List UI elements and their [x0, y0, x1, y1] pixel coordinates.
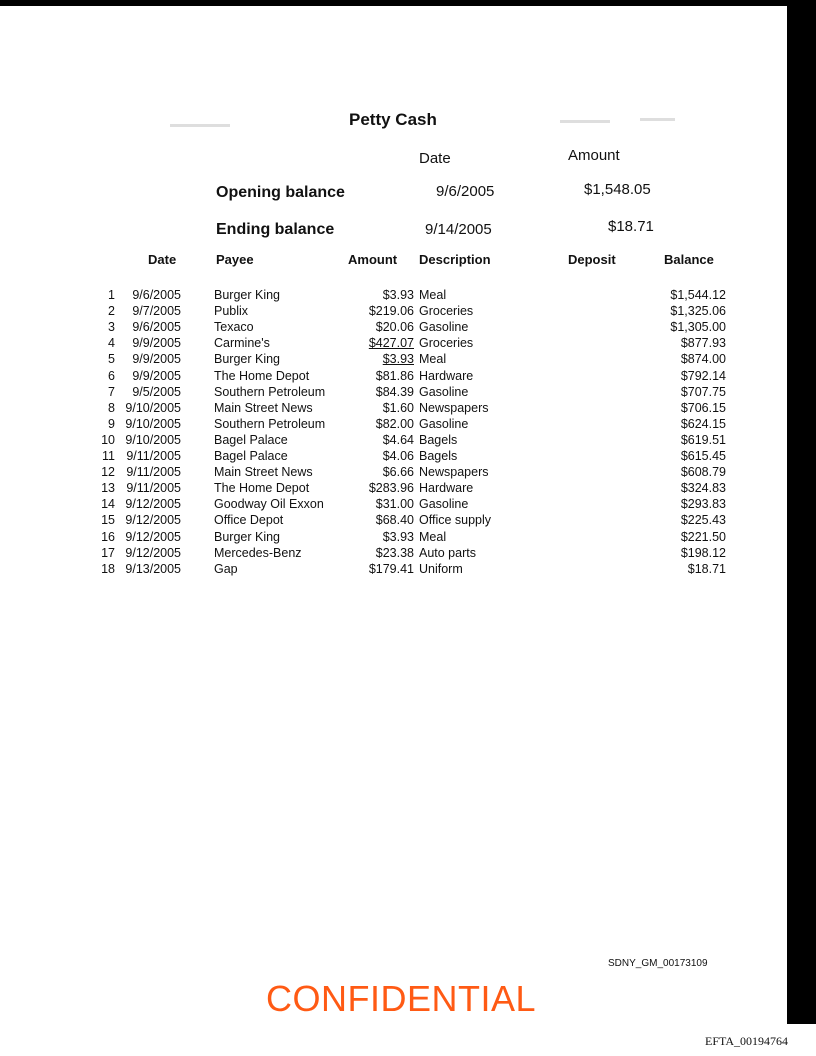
- row-payee: The Home Depot: [214, 481, 310, 496]
- row-amount: $31.00: [375, 497, 414, 512]
- row-payee: Carmine's: [214, 336, 270, 351]
- row-description: Bagels: [419, 432, 458, 447]
- row-amount: $283.96: [368, 481, 414, 496]
- row-amount: $1.60: [382, 400, 414, 415]
- row-number: 11: [102, 449, 115, 463]
- row-date: 9/7/2005: [132, 304, 181, 319]
- column-header-description: Description: [419, 252, 491, 267]
- row-payee: Bagel Palace: [214, 432, 288, 447]
- row-amount: $23.38: [375, 545, 414, 560]
- table-row: [0, 368, 787, 384]
- column-header-date: Date: [148, 252, 177, 267]
- row-amount: $84.39: [375, 384, 414, 399]
- row-balance: $293.83: [680, 497, 726, 512]
- row-description: Bagels: [419, 449, 458, 463]
- ending-balance-date: 9/14/2005: [425, 221, 492, 238]
- row-number: 5: [108, 352, 115, 367]
- row-date: 9/10/2005: [125, 400, 181, 415]
- table-row: [0, 335, 787, 351]
- row-date: 9/12/2005: [125, 513, 181, 528]
- column-header-amount: Amount: [348, 252, 398, 267]
- row-number: 16: [101, 529, 115, 544]
- row-description: Uniform: [419, 561, 463, 576]
- row-description: Auto parts: [419, 545, 476, 560]
- row-number: 1: [108, 288, 115, 302]
- scan-smudge: [170, 124, 230, 127]
- row-balance: $792.14: [680, 368, 726, 383]
- row-date: 9/6/2005: [132, 320, 181, 335]
- row-date: 9/11/2005: [126, 449, 181, 463]
- row-date: 9/9/2005: [132, 368, 181, 383]
- row-payee: Mercedes-Benz: [214, 545, 302, 560]
- row-date: 9/9/2005: [132, 336, 181, 351]
- table-row: [0, 351, 787, 367]
- row-date: 9/6/2005: [132, 288, 181, 302]
- table-row: [0, 561, 787, 577]
- row-amount: $3.93: [382, 529, 414, 544]
- row-description: Meal: [419, 352, 447, 367]
- row-number: 12: [101, 465, 115, 480]
- row-date: 9/10/2005: [125, 432, 181, 447]
- table-row: [0, 400, 787, 416]
- row-number: 13: [101, 481, 115, 496]
- opening-balance-amount: $1,548.05: [584, 181, 651, 198]
- row-number: 9: [108, 416, 115, 431]
- row-payee: Bagel Palace: [214, 449, 288, 463]
- row-payee: Burger King: [214, 288, 281, 302]
- row-amount: $6.66: [382, 465, 414, 480]
- row-payee: Burger King: [214, 352, 281, 367]
- row-description: Gasoline: [419, 497, 469, 512]
- row-number: 7: [108, 384, 115, 399]
- row-balance: $706.15: [680, 400, 726, 415]
- row-payee: Publix: [214, 304, 249, 319]
- table-row: [0, 416, 787, 432]
- scan-smudge: [640, 118, 675, 121]
- row-amount: $20.06: [375, 320, 414, 335]
- row-number: 2: [108, 304, 115, 319]
- row-payee: Southern Petroleum: [214, 416, 326, 431]
- row-payee: The Home Depot: [214, 368, 310, 383]
- efta-number: EFTA_00194764: [705, 1034, 789, 1048]
- row-balance: $1,305.00: [670, 320, 726, 335]
- row-number: 18: [101, 561, 115, 576]
- row-balance: $18.71: [687, 561, 726, 576]
- row-balance: $221.50: [680, 529, 726, 544]
- table-row: [0, 303, 787, 319]
- row-payee: Burger King: [214, 529, 281, 544]
- row-amount: $82.00: [375, 416, 414, 431]
- row-amount: $68.40: [375, 513, 414, 528]
- column-header-payee: Payee: [216, 252, 254, 267]
- header-date: Date: [419, 150, 451, 167]
- row-number: 10: [101, 432, 115, 447]
- row-payee: Southern Petroleum: [214, 384, 326, 399]
- table-row: [0, 512, 787, 528]
- row-date: 9/12/2005: [125, 497, 181, 512]
- page-title: Petty Cash: [349, 110, 437, 129]
- row-balance: $615.45: [680, 449, 726, 463]
- row-payee: Main Street News: [214, 400, 313, 415]
- confidential-stamp: CONFIDENTIAL: [266, 978, 537, 1019]
- row-balance: $1,325.06: [670, 304, 726, 319]
- row-number: 14: [101, 497, 115, 512]
- row-amount: $3.93: [382, 288, 414, 302]
- table-row: [0, 464, 787, 480]
- opening-balance-label: Opening balance: [216, 184, 345, 201]
- table-row: [0, 448, 787, 464]
- row-description: Groceries: [419, 304, 474, 319]
- opening-balance-date: 9/6/2005: [436, 183, 495, 200]
- row-description: Gasoline: [419, 416, 469, 431]
- row-description: Gasoline: [419, 320, 469, 335]
- table-row: [0, 384, 787, 400]
- table-row: [0, 432, 787, 448]
- row-description: Office supply: [419, 513, 492, 528]
- table-row: [0, 319, 787, 335]
- row-payee: Texaco: [214, 320, 254, 335]
- row-description: Hardware: [419, 481, 474, 496]
- scan-border-top: [0, 0, 816, 6]
- column-header-deposit: Deposit: [568, 252, 616, 267]
- row-date: 9/13/2005: [125, 561, 181, 576]
- row-payee: Goodway Oil Exxon: [214, 497, 324, 512]
- row-date: 9/5/2005: [132, 384, 181, 399]
- row-description: Newspapers: [419, 465, 489, 480]
- row-date: 9/11/2005: [126, 481, 181, 496]
- row-payee: Main Street News: [214, 465, 313, 480]
- row-number: 6: [108, 368, 115, 383]
- row-amount: $219.06: [368, 304, 414, 319]
- row-balance: $874.00: [680, 352, 726, 367]
- row-date: 9/12/2005: [125, 545, 181, 560]
- table-row: [0, 496, 787, 512]
- row-payee: Office Depot: [214, 513, 284, 528]
- row-description: Meal: [419, 288, 447, 302]
- row-balance: $877.93: [680, 336, 726, 351]
- row-number: 8: [108, 400, 115, 415]
- row-description: Groceries: [419, 336, 474, 351]
- row-date: 9/10/2005: [125, 416, 181, 431]
- header-amount: Amount: [568, 147, 620, 164]
- row-balance: $619.51: [680, 432, 726, 447]
- table-row: [0, 287, 787, 303]
- table-row: [0, 480, 787, 496]
- row-balance: $198.12: [680, 545, 726, 560]
- column-header-balance: Balance: [664, 252, 714, 267]
- row-date: 9/11/2005: [126, 465, 181, 480]
- ending-balance-amount: $18.71: [608, 218, 654, 235]
- row-balance: $225.43: [680, 513, 726, 528]
- row-number: 3: [108, 320, 115, 335]
- bates-number: SDNY_GM_00173109: [608, 958, 708, 969]
- page-margin-bottom: [0, 1024, 816, 1056]
- row-amount: $179.41: [368, 561, 414, 576]
- row-description: Hardware: [419, 368, 474, 383]
- row-balance: $324.83: [680, 481, 726, 496]
- row-balance: $707.75: [680, 384, 726, 399]
- row-amount: $4.06: [382, 449, 414, 463]
- table-row: [0, 529, 787, 545]
- row-number: 17: [101, 545, 115, 560]
- row-amount: $4.64: [382, 432, 414, 447]
- ending-balance-label: Ending balance: [216, 221, 335, 238]
- row-date: 9/9/2005: [132, 352, 181, 367]
- table-row: [0, 545, 787, 561]
- row-description: Newspapers: [419, 400, 489, 415]
- scan-border-right: [787, 0, 816, 1024]
- row-description: Gasoline: [419, 384, 469, 399]
- row-amount: $3.93: [382, 352, 414, 367]
- row-balance: $608.79: [680, 465, 726, 480]
- row-date: 9/12/2005: [125, 529, 181, 544]
- row-description: Meal: [419, 529, 447, 544]
- scan-smudge: [560, 120, 610, 123]
- row-balance: $624.15: [680, 416, 726, 431]
- row-amount: $81.86: [375, 368, 414, 383]
- row-number: 15: [101, 513, 115, 528]
- row-number: 4: [108, 336, 115, 351]
- row-balance: $1,544.12: [670, 288, 726, 302]
- row-payee: Gap: [214, 561, 238, 576]
- row-amount: $427.07: [368, 336, 414, 351]
